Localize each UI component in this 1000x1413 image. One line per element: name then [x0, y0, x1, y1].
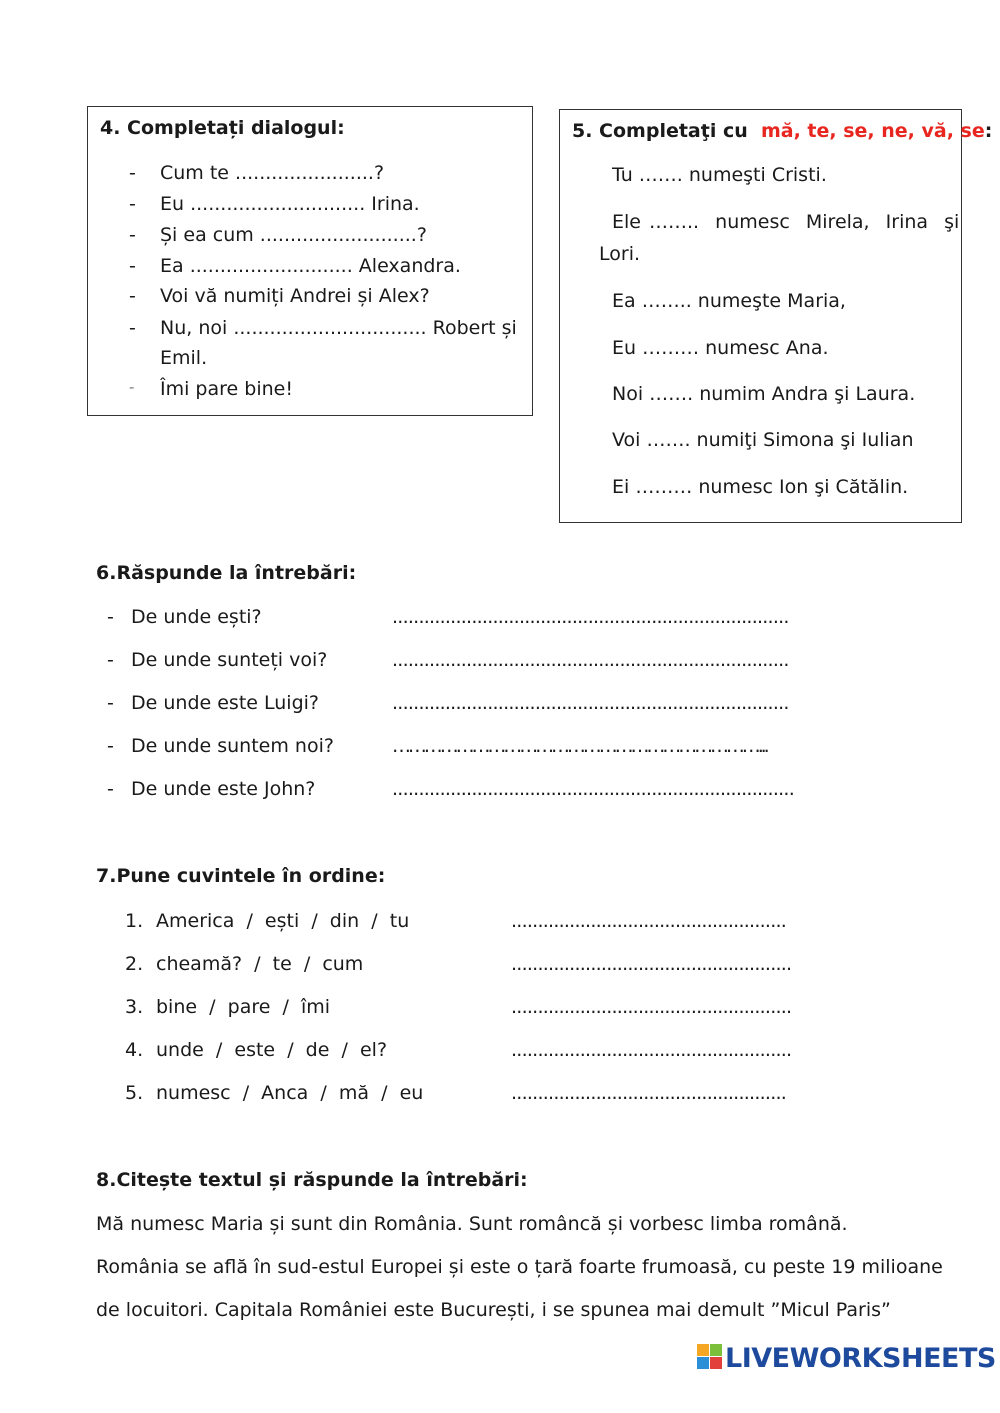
dialog-line: Ea ........................... Alexandra. [160, 255, 461, 277]
answer-blank: ........................................................................... [392, 606, 789, 628]
scrambled-words: cheamă? / te / cum [156, 953, 364, 975]
answer-blank: ..................................................... [511, 996, 792, 1018]
fill-line: Lori. [599, 243, 641, 265]
question-dash: - [107, 649, 114, 671]
question-text: De unde suntem noi? [131, 735, 334, 757]
fill-line: Ele …….. numesc Mirela, Irina şi [612, 211, 960, 233]
liveworksheets-logo-mark-icon [697, 1344, 723, 1372]
dialog-line: Eu ............................. Irina. [160, 193, 420, 215]
dialog-line: Cum te .......................? [160, 162, 385, 184]
exercise-5-title-prefix: 5. Completaţi cu [572, 120, 748, 142]
item-number: 4. [125, 1039, 144, 1061]
dialog-dash: - [129, 255, 136, 277]
liveworksheets-logo-text: LIVEWORKSHEETS [725, 1342, 996, 1374]
answer-blank: .................................................... [511, 1082, 787, 1104]
fill-line: Eu ……… numesc Ana. [612, 337, 829, 359]
fill-line: Voi ……. numiţi Simona şi Iulian [612, 429, 914, 451]
exercise-4-box [87, 106, 533, 416]
question-dash: - [107, 606, 114, 628]
exercise-5-title-words: mă, te, se, ne, vă, se [760, 120, 985, 142]
question-dash: - [107, 735, 114, 757]
question-dash: - [107, 692, 114, 714]
answer-blank: ........................................................................... [392, 649, 789, 671]
answer-blank: ..................................................... [511, 1039, 792, 1061]
dialog-line: Îmi pare bine! [160, 378, 293, 400]
scrambled-words: unde / este / de / el? [156, 1039, 388, 1061]
exercise-8-title: 8.Citește textul și răspunde la întrebări: [96, 1169, 528, 1191]
liveworksheets-logo [697, 1338, 996, 1378]
exercise-5-title-suffix: : [984, 120, 993, 142]
fill-line: Ea …….. numeşte Maria, [612, 290, 846, 312]
dialog-dash: - [129, 378, 135, 396]
dialog-line: Nu, noi ................................ Robert și [160, 317, 517, 339]
exercise-7-title: 7.Pune cuvintele în ordine: [96, 865, 386, 887]
reading-text-line: România se află în sud-estul Europei și este o țară foarte frumoasă, cu peste 19 milioane [96, 1256, 943, 1278]
question-text: De unde ești? [131, 606, 262, 628]
dialog-dash: - [129, 285, 136, 307]
dialog-dash: - [129, 193, 136, 215]
answer-blank: .................................................... [511, 910, 787, 932]
scrambled-words: bine / pare / îmi [156, 996, 331, 1018]
fill-line: Noi ……. numim Andra şi Laura. [612, 383, 916, 405]
exercise-5-box [559, 109, 993, 523]
item-number: 2. [125, 953, 144, 975]
dialog-dash: - [129, 224, 136, 246]
question-dash: - [107, 778, 114, 800]
question-text: De unde este John? [131, 778, 316, 800]
reading-text-line: de locuitori. Capitala României este București, i se spunea mai demult ”Micul Paris” [96, 1299, 891, 1321]
dialog-dash: - [129, 162, 136, 184]
exercise-5-title [572, 120, 992, 142]
reading-text-line: Mă numesc Maria și sunt din România. Sunt româncă și vorbesc limba română. [96, 1213, 848, 1235]
fill-line: Tu ……. numeşti Cristi. [612, 164, 827, 186]
question-text: De unde este Luigi? [131, 692, 319, 714]
exercise-6-title: 6.Răspunde la întrebări: [96, 562, 357, 584]
scrambled-words: numesc / Anca / mă / eu [156, 1082, 424, 1104]
exercise-4-title: 4. Completați dialogul: [100, 117, 345, 139]
fill-line: Ei ……… numesc Ion şi Cătălin. [612, 476, 909, 498]
item-number: 3. [125, 996, 144, 1018]
answer-blank: ..................................................... [511, 953, 792, 975]
dialog-line: Emil. [160, 347, 208, 369]
question-text: De unde sunteți voi? [131, 649, 328, 671]
item-number: 5. [125, 1082, 144, 1104]
dialog-dash: - [129, 317, 136, 339]
answer-blank: ........................................................................... [392, 692, 789, 714]
answer-blank: ……………………………………………………………... [392, 735, 767, 757]
answer-blank: ............................................................................ [392, 778, 795, 800]
dialog-line: Voi vă numiți Andrei și Alex? [160, 285, 430, 307]
item-number: 1. [125, 910, 144, 932]
dialog-line: Și ea cum ..........................? [160, 224, 427, 246]
scrambled-words: America / ești / din / tu [156, 910, 410, 932]
